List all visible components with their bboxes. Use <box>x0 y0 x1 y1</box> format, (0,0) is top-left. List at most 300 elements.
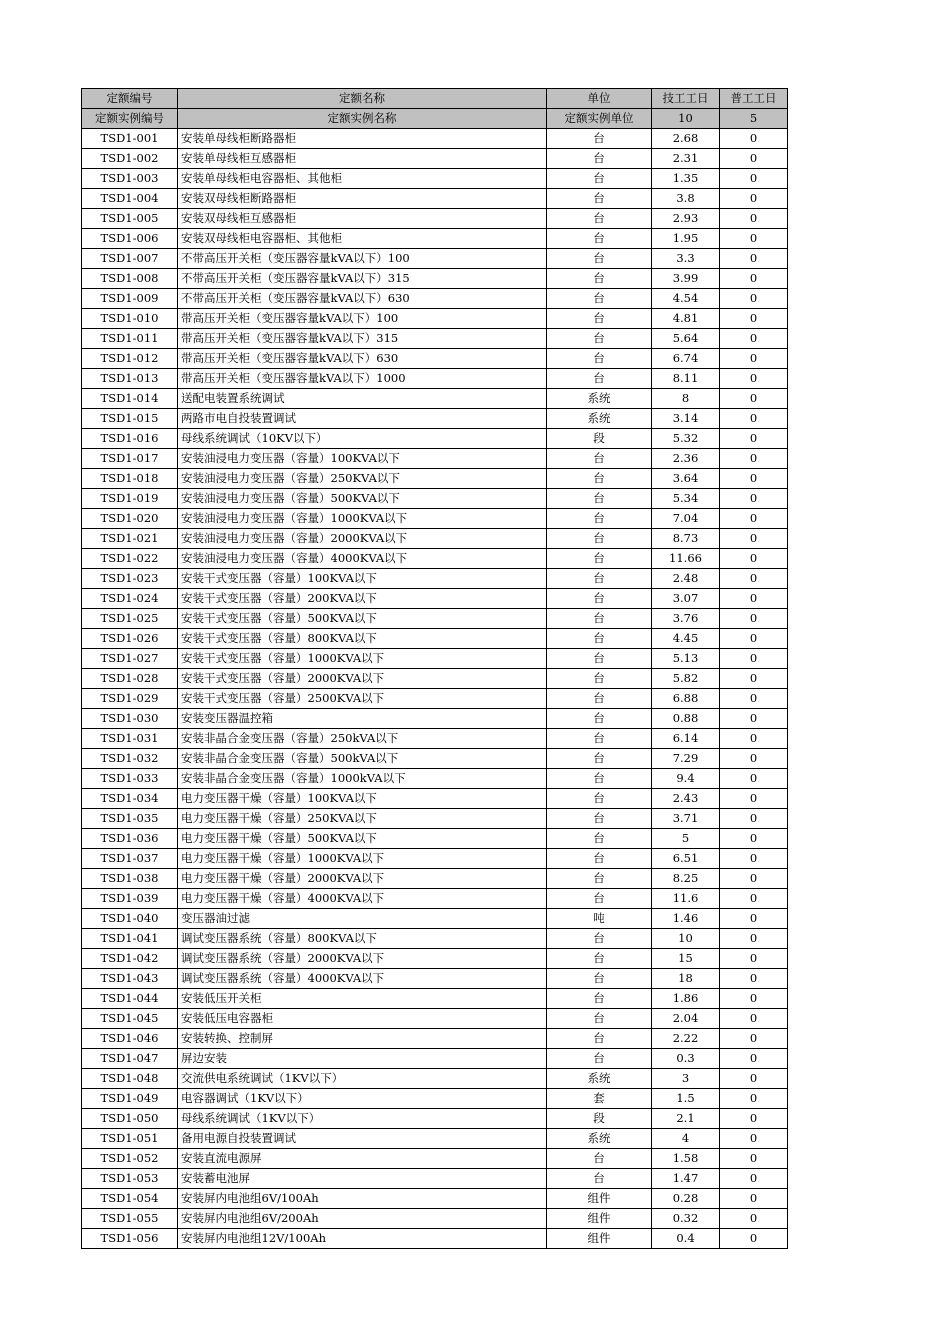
general-days-cell: 0 <box>720 849 788 869</box>
header-skilled-days: 技工工日 <box>652 89 720 109</box>
quota-code-cell: TSD1-045 <box>82 1009 178 1029</box>
quota-name-cell: 安装单母线柜互感器柜 <box>178 149 547 169</box>
general-days-cell: 0 <box>720 909 788 929</box>
general-days-cell: 0 <box>720 1129 788 1149</box>
general-days-cell: 0 <box>720 969 788 989</box>
skilled-days-cell: 5.64 <box>652 329 720 349</box>
table-row <box>82 189 788 209</box>
table-row <box>82 909 788 929</box>
general-days-cell: 0 <box>720 1189 788 1209</box>
unit-cell: 台 <box>547 569 652 589</box>
table-row <box>82 489 788 509</box>
skilled-days-cell: 11.6 <box>652 889 720 909</box>
table-row <box>82 689 788 709</box>
table-row <box>82 369 788 389</box>
unit-cell: 套 <box>547 1089 652 1109</box>
quota-name-cell: 安装干式变压器（容量）2500KVA以下 <box>178 689 547 709</box>
unit-cell: 台 <box>547 289 652 309</box>
unit-cell: 台 <box>547 489 652 509</box>
table-row <box>82 149 788 169</box>
unit-cell: 台 <box>547 189 652 209</box>
table-row <box>82 229 788 249</box>
unit-cell: 台 <box>547 889 652 909</box>
quota-name-cell: 带高压开关柜（变压器容量kVA以下）315 <box>178 329 547 349</box>
skilled-days-cell: 2.1 <box>652 1109 720 1129</box>
quota-code-cell: TSD1-012 <box>82 349 178 369</box>
table-row <box>82 1029 788 1049</box>
table-row <box>82 649 788 669</box>
table-row <box>82 329 788 349</box>
general-days-cell: 0 <box>720 989 788 1009</box>
quota-code-cell: TSD1-022 <box>82 549 178 569</box>
quota-code-cell: TSD1-006 <box>82 229 178 249</box>
skilled-days-cell: 3.14 <box>652 409 720 429</box>
quota-name-cell: 调试变压器系统（容量）800KVA以下 <box>178 929 547 949</box>
skilled-days-cell: 15 <box>652 949 720 969</box>
quota-code-cell: TSD1-028 <box>82 669 178 689</box>
unit-cell: 台 <box>547 1169 652 1189</box>
unit-cell: 台 <box>547 589 652 609</box>
general-days-cell: 0 <box>720 869 788 889</box>
unit-cell: 台 <box>547 929 652 949</box>
table-row <box>82 989 788 1009</box>
table-row <box>82 929 788 949</box>
unit-cell: 台 <box>547 729 652 749</box>
general-days-cell: 0 <box>720 669 788 689</box>
unit-cell: 台 <box>547 349 652 369</box>
unit-cell: 台 <box>547 629 652 649</box>
general-days-cell: 0 <box>720 1229 788 1249</box>
quota-code-cell: TSD1-029 <box>82 689 178 709</box>
unit-cell: 系统 <box>547 389 652 409</box>
quota-code-cell: TSD1-020 <box>82 509 178 529</box>
unit-cell: 台 <box>547 1049 652 1069</box>
quota-name-cell: 电力变压器干燥（容量）1000KVA以下 <box>178 849 547 869</box>
table-row <box>82 269 788 289</box>
quota-name-cell: 安装干式变压器（容量）800KVA以下 <box>178 629 547 649</box>
table-row <box>82 249 788 269</box>
unit-cell: 组件 <box>547 1189 652 1209</box>
skilled-days-cell: 2.68 <box>652 129 720 149</box>
unit-cell: 吨 <box>547 909 652 929</box>
general-days-cell: 0 <box>720 409 788 429</box>
quota-name-cell: 变压器油过滤 <box>178 909 547 929</box>
table-row <box>82 349 788 369</box>
general-days-cell: 0 <box>720 629 788 649</box>
quota-code-cell: TSD1-044 <box>82 989 178 1009</box>
skilled-days-cell: 6.88 <box>652 689 720 709</box>
skilled-days-cell: 3.07 <box>652 589 720 609</box>
quota-name-cell: 安装蓄电池屏 <box>178 1169 547 1189</box>
quota-name-cell: 调试变压器系统（容量）2000KVA以下 <box>178 949 547 969</box>
quota-name-cell: 母线系统调试（1KV以下） <box>178 1109 547 1129</box>
quota-name-cell: 交流供电系统调试（1KV以下） <box>178 1069 547 1089</box>
quota-code-cell: TSD1-037 <box>82 849 178 869</box>
table-row <box>82 709 788 729</box>
skilled-days-cell: 5.32 <box>652 429 720 449</box>
header-unit: 单位 <box>547 89 652 109</box>
skilled-days-cell: 4.45 <box>652 629 720 649</box>
general-days-cell: 0 <box>720 489 788 509</box>
table-row <box>82 1009 788 1029</box>
header-row-2 <box>82 109 788 129</box>
unit-cell: 台 <box>547 829 652 849</box>
quota-code-cell: TSD1-036 <box>82 829 178 849</box>
quota-code-cell: TSD1-009 <box>82 289 178 309</box>
skilled-days-cell: 6.14 <box>652 729 720 749</box>
table-row <box>82 569 788 589</box>
unit-cell: 台 <box>547 1029 652 1049</box>
unit-cell: 组件 <box>547 1229 652 1249</box>
quota-code-cell: TSD1-041 <box>82 929 178 949</box>
skilled-days-cell: 8 <box>652 389 720 409</box>
quota-name-cell: 电容器调试（1KV以下） <box>178 1089 547 1109</box>
unit-cell: 台 <box>547 209 652 229</box>
table-row <box>82 289 788 309</box>
unit-cell: 段 <box>547 429 652 449</box>
quota-name-cell: 安装转换、控制屏 <box>178 1029 547 1049</box>
unit-cell: 台 <box>547 969 652 989</box>
quota-name-cell: 安装油浸电力变压器（容量）2000KVA以下 <box>178 529 547 549</box>
table-row <box>82 1129 788 1149</box>
table-row <box>82 309 788 329</box>
skilled-days-cell: 1.5 <box>652 1089 720 1109</box>
skilled-days-cell: 3.99 <box>652 269 720 289</box>
unit-cell: 台 <box>547 329 652 349</box>
skilled-days-cell: 3.71 <box>652 809 720 829</box>
quota-code-cell: TSD1-014 <box>82 389 178 409</box>
general-days-cell: 0 <box>720 229 788 249</box>
general-days-cell: 0 <box>720 789 788 809</box>
general-days-cell: 0 <box>720 769 788 789</box>
quota-code-cell: TSD1-050 <box>82 1109 178 1129</box>
unit-cell: 台 <box>547 529 652 549</box>
table-row <box>82 409 788 429</box>
unit-cell: 段 <box>547 1109 652 1129</box>
table-row <box>82 1049 788 1069</box>
general-days-cell: 0 <box>720 809 788 829</box>
quota-name-cell: 安装低压电容器柜 <box>178 1009 547 1029</box>
general-days-cell: 0 <box>720 509 788 529</box>
skilled-days-cell: 8.25 <box>652 869 720 889</box>
table-row <box>82 1189 788 1209</box>
header-general-rate: 5 <box>720 109 788 129</box>
header-skilled-rate: 10 <box>652 109 720 129</box>
skilled-days-cell: 18 <box>652 969 720 989</box>
quota-code-cell: TSD1-031 <box>82 729 178 749</box>
skilled-days-cell: 2.31 <box>652 149 720 169</box>
quota-code-cell: TSD1-019 <box>82 489 178 509</box>
skilled-days-cell: 2.43 <box>652 789 720 809</box>
table-row <box>82 829 788 849</box>
skilled-days-cell: 5.34 <box>652 489 720 509</box>
header-example-name: 定额实例名称 <box>178 109 547 129</box>
general-days-cell: 0 <box>720 1089 788 1109</box>
quota-name-cell: 电力变压器干燥（容量）500KVA以下 <box>178 829 547 849</box>
unit-cell: 台 <box>547 949 652 969</box>
quota-code-cell: TSD1-053 <box>82 1169 178 1189</box>
table-row <box>82 549 788 569</box>
unit-cell: 台 <box>547 709 652 729</box>
table-row <box>82 1069 788 1089</box>
skilled-days-cell: 5 <box>652 829 720 849</box>
quota-name-cell: 安装干式变压器（容量）100KVA以下 <box>178 569 547 589</box>
quota-name-cell: 安装直流电源屏 <box>178 1149 547 1169</box>
quota-code-cell: TSD1-051 <box>82 1129 178 1149</box>
header-example-unit: 定额实例单位 <box>547 109 652 129</box>
quota-code-cell: TSD1-055 <box>82 1209 178 1229</box>
table-row <box>82 129 788 149</box>
skilled-days-cell: 2.04 <box>652 1009 720 1029</box>
quota-code-cell: TSD1-023 <box>82 569 178 589</box>
quota-code-cell: TSD1-018 <box>82 469 178 489</box>
quota-name-cell: 安装单母线柜电容器柜、其他柜 <box>178 169 547 189</box>
general-days-cell: 0 <box>720 549 788 569</box>
quota-name-cell: 安装油浸电力变压器（容量）500KVA以下 <box>178 489 547 509</box>
unit-cell: 台 <box>547 609 652 629</box>
skilled-days-cell: 6.51 <box>652 849 720 869</box>
quota-name-cell: 安装双母线柜断路器柜 <box>178 189 547 209</box>
general-days-cell: 0 <box>720 1049 788 1069</box>
skilled-days-cell: 6.74 <box>652 349 720 369</box>
unit-cell: 组件 <box>547 1209 652 1229</box>
skilled-days-cell: 10 <box>652 929 720 949</box>
unit-cell: 台 <box>547 649 652 669</box>
skilled-days-cell: 3.76 <box>652 609 720 629</box>
quota-code-cell: TSD1-007 <box>82 249 178 269</box>
quota-name-cell: 安装油浸电力变压器（容量）250KVA以下 <box>178 469 547 489</box>
quota-name-cell: 安装屏内电池组12V/100Ah <box>178 1229 547 1249</box>
skilled-days-cell: 7.04 <box>652 509 720 529</box>
skilled-days-cell: 8.73 <box>652 529 720 549</box>
quota-code-cell: TSD1-049 <box>82 1089 178 1109</box>
skilled-days-cell: 5.13 <box>652 649 720 669</box>
general-days-cell: 0 <box>720 149 788 169</box>
header-code: 定额编号 <box>82 89 178 109</box>
quota-name-cell: 安装非晶合金变压器（容量）1000kVA以下 <box>178 769 547 789</box>
table-row <box>82 809 788 829</box>
header-name: 定额名称 <box>178 89 547 109</box>
quota-code-cell: TSD1-011 <box>82 329 178 349</box>
quota-code-cell: TSD1-034 <box>82 789 178 809</box>
quota-name-cell: 不带高压开关柜（变压器容量kVA以下）100 <box>178 249 547 269</box>
quota-name-cell: 送配电装置系统调试 <box>178 389 547 409</box>
table-row <box>82 969 788 989</box>
general-days-cell: 0 <box>720 129 788 149</box>
quota-name-cell: 安装油浸电力变压器（容量）100KVA以下 <box>178 449 547 469</box>
quota-code-cell: TSD1-032 <box>82 749 178 769</box>
general-days-cell: 0 <box>720 1149 788 1169</box>
general-days-cell: 0 <box>720 589 788 609</box>
unit-cell: 台 <box>547 169 652 189</box>
unit-cell: 台 <box>547 809 652 829</box>
quota-name-cell: 电力变压器干燥（容量）4000KVA以下 <box>178 889 547 909</box>
general-days-cell: 0 <box>720 449 788 469</box>
general-days-cell: 0 <box>720 949 788 969</box>
general-days-cell: 0 <box>720 709 788 729</box>
skilled-days-cell: 3.64 <box>652 469 720 489</box>
quota-code-cell: TSD1-016 <box>82 429 178 449</box>
unit-cell: 台 <box>547 249 652 269</box>
quota-name-cell: 安装干式变压器（容量）500KVA以下 <box>178 609 547 629</box>
skilled-days-cell: 3.3 <box>652 249 720 269</box>
unit-cell: 台 <box>547 849 652 869</box>
quota-code-cell: TSD1-054 <box>82 1189 178 1209</box>
quota-code-cell: TSD1-004 <box>82 189 178 209</box>
quota-name-cell: 安装干式变压器（容量）2000KVA以下 <box>178 669 547 689</box>
table-row <box>82 1209 788 1229</box>
quota-code-cell: TSD1-033 <box>82 769 178 789</box>
table-row <box>82 449 788 469</box>
general-days-cell: 0 <box>720 1109 788 1129</box>
skilled-days-cell: 1.95 <box>652 229 720 249</box>
general-days-cell: 0 <box>720 389 788 409</box>
table-row <box>82 1089 788 1109</box>
table-row <box>82 1109 788 1129</box>
quota-name-cell: 安装非晶合金变压器（容量）250kVA以下 <box>178 729 547 749</box>
table-row <box>82 1169 788 1189</box>
table-row <box>82 629 788 649</box>
skilled-days-cell: 0.3 <box>652 1049 720 1069</box>
table-row <box>82 429 788 449</box>
skilled-days-cell: 2.48 <box>652 569 720 589</box>
quota-name-cell: 安装双母线柜互感器柜 <box>178 209 547 229</box>
quota-name-cell: 电力变压器干燥（容量）250KVA以下 <box>178 809 547 829</box>
general-days-cell: 0 <box>720 729 788 749</box>
unit-cell: 台 <box>547 669 652 689</box>
header-example-code: 定额实例编号 <box>82 109 178 129</box>
unit-cell: 台 <box>547 1149 652 1169</box>
table-row <box>82 1149 788 1169</box>
table-row <box>82 1229 788 1249</box>
general-days-cell: 0 <box>720 1209 788 1229</box>
unit-cell: 系统 <box>547 1129 652 1149</box>
general-days-cell: 0 <box>720 649 788 669</box>
quota-table <box>81 88 788 1249</box>
quota-name-cell: 安装非晶合金变压器（容量）500kVA以下 <box>178 749 547 769</box>
quota-code-cell: TSD1-042 <box>82 949 178 969</box>
quota-name-cell: 带高压开关柜（变压器容量kVA以下）630 <box>178 349 547 369</box>
quota-code-cell: TSD1-026 <box>82 629 178 649</box>
quota-code-cell: TSD1-013 <box>82 369 178 389</box>
quota-name-cell: 安装单母线柜断路器柜 <box>178 129 547 149</box>
header-row-1 <box>82 89 788 109</box>
quota-code-cell: TSD1-040 <box>82 909 178 929</box>
general-days-cell: 0 <box>720 249 788 269</box>
table-row <box>82 669 788 689</box>
quota-code-cell: TSD1-005 <box>82 209 178 229</box>
quota-code-cell: TSD1-052 <box>82 1149 178 1169</box>
general-days-cell: 0 <box>720 1029 788 1049</box>
skilled-days-cell: 1.47 <box>652 1169 720 1189</box>
general-days-cell: 0 <box>720 829 788 849</box>
skilled-days-cell: 8.11 <box>652 369 720 389</box>
quota-name-cell: 备用电源自投装置调试 <box>178 1129 547 1149</box>
skilled-days-cell: 0.4 <box>652 1229 720 1249</box>
skilled-days-cell: 9.4 <box>652 769 720 789</box>
unit-cell: 台 <box>547 509 652 529</box>
quota-name-cell: 不带高压开关柜（变压器容量kVA以下）630 <box>178 289 547 309</box>
unit-cell: 台 <box>547 369 652 389</box>
quota-name-cell: 电力变压器干燥（容量）2000KVA以下 <box>178 869 547 889</box>
general-days-cell: 0 <box>720 689 788 709</box>
general-days-cell: 0 <box>720 189 788 209</box>
unit-cell: 系统 <box>547 1069 652 1089</box>
general-days-cell: 0 <box>720 329 788 349</box>
unit-cell: 台 <box>547 129 652 149</box>
general-days-cell: 0 <box>720 929 788 949</box>
header-general-days: 普工工日 <box>720 89 788 109</box>
skilled-days-cell: 4 <box>652 1129 720 1149</box>
skilled-days-cell: 1.35 <box>652 169 720 189</box>
unit-cell: 台 <box>547 149 652 169</box>
general-days-cell: 0 <box>720 529 788 549</box>
unit-cell: 台 <box>547 229 652 249</box>
skilled-days-cell: 2.93 <box>652 209 720 229</box>
quota-name-cell: 调试变压器系统（容量）4000KVA以下 <box>178 969 547 989</box>
quota-code-cell: TSD1-017 <box>82 449 178 469</box>
unit-cell: 台 <box>547 789 652 809</box>
skilled-days-cell: 1.46 <box>652 909 720 929</box>
quota-name-cell: 安装变压器温控箱 <box>178 709 547 729</box>
skilled-days-cell: 0.28 <box>652 1189 720 1209</box>
unit-cell: 台 <box>547 689 652 709</box>
skilled-days-cell: 1.86 <box>652 989 720 1009</box>
unit-cell: 台 <box>547 449 652 469</box>
skilled-days-cell: 3.8 <box>652 189 720 209</box>
quota-code-cell: TSD1-046 <box>82 1029 178 1049</box>
unit-cell: 台 <box>547 549 652 569</box>
table-row <box>82 509 788 529</box>
skilled-days-cell: 7.29 <box>652 749 720 769</box>
table-row <box>82 169 788 189</box>
quota-code-cell: TSD1-056 <box>82 1229 178 1249</box>
quota-name-cell: 安装屏内电池组6V/200Ah <box>178 1209 547 1229</box>
skilled-days-cell: 3 <box>652 1069 720 1089</box>
table-row <box>82 209 788 229</box>
table-row <box>82 389 788 409</box>
quota-name-cell: 安装屏内电池组6V/100Ah <box>178 1189 547 1209</box>
general-days-cell: 0 <box>720 569 788 589</box>
quota-name-cell: 不带高压开关柜（变压器容量kVA以下）315 <box>178 269 547 289</box>
general-days-cell: 0 <box>720 1069 788 1089</box>
skilled-days-cell: 2.36 <box>652 449 720 469</box>
quota-name-cell: 安装低压开关柜 <box>178 989 547 1009</box>
skilled-days-cell: 2.22 <box>652 1029 720 1049</box>
quota-code-cell: TSD1-002 <box>82 149 178 169</box>
general-days-cell: 0 <box>720 269 788 289</box>
general-days-cell: 0 <box>720 1009 788 1029</box>
table-row <box>82 469 788 489</box>
quota-code-cell: TSD1-015 <box>82 409 178 429</box>
quota-code-cell: TSD1-047 <box>82 1049 178 1069</box>
quota-code-cell: TSD1-003 <box>82 169 178 189</box>
unit-cell: 台 <box>547 269 652 289</box>
unit-cell: 台 <box>547 309 652 329</box>
quota-code-cell: TSD1-010 <box>82 309 178 329</box>
quota-code-cell: TSD1-021 <box>82 529 178 549</box>
general-days-cell: 0 <box>720 349 788 369</box>
quota-code-cell: TSD1-008 <box>82 269 178 289</box>
table-row <box>82 589 788 609</box>
table-row <box>82 609 788 629</box>
quota-name-cell: 安装干式变压器（容量）200KVA以下 <box>178 589 547 609</box>
general-days-cell: 0 <box>720 289 788 309</box>
unit-cell: 台 <box>547 749 652 769</box>
quota-name-cell: 两路市电自投装置调试 <box>178 409 547 429</box>
unit-cell: 台 <box>547 769 652 789</box>
table-row <box>82 729 788 749</box>
